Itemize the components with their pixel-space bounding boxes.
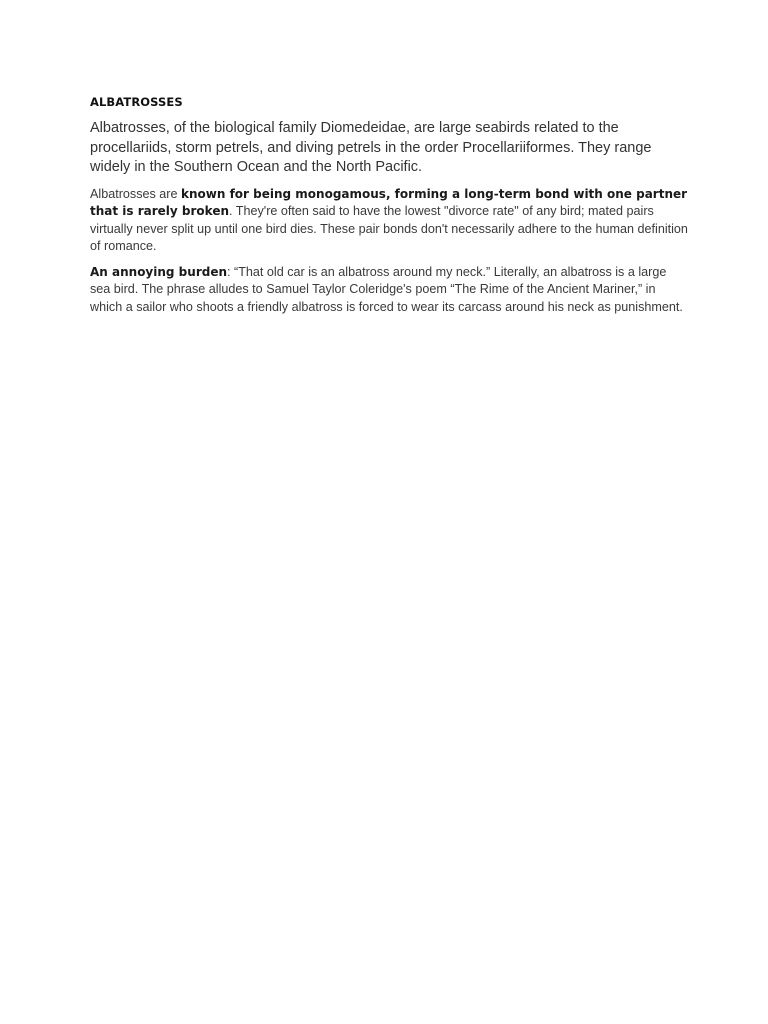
burden-paragraph — [90, 264, 690, 317]
monogamy-bold-text: known for being monogamous, forming a long-term bond with one partner that is rarely broken — [90, 186, 688, 218]
document-body — [90, 95, 690, 324]
intro-paragraph: Albatrosses, of the biological family Diomedeidae, are large seabirds related to the procellariids, storm petrels, and diving petrels in the order Procellariiformes. They range widely in the Southern Ocean and the North Pacific. — [90, 120, 652, 175]
document-heading: ALBATROSSES — [90, 95, 183, 109]
burden-rest-text: : “That old car is an albatross around my neck.” Literally, an albatross is a large sea bird. The phrase alludes to Samuel Taylor Coleridge's poem “The Rime of the Ancient Mariner,” in which a sailor who shoots a friendly albatross is forced to wear its carcass around his neck as punishment. — [90, 264, 683, 314]
monogamy-lead-text: Albatrosses are — [90, 186, 181, 201]
monogamy-paragraph — [90, 186, 690, 256]
burden-bold-text: An annoying burden — [90, 264, 228, 279]
monogamy-rest-text: . They're often said to have the lowest "divorce rate" of any bird; mated pairs virtually never split up until one bird dies. These pair bonds don't necessarily adhere to the human definition of romance. — [90, 204, 688, 253]
